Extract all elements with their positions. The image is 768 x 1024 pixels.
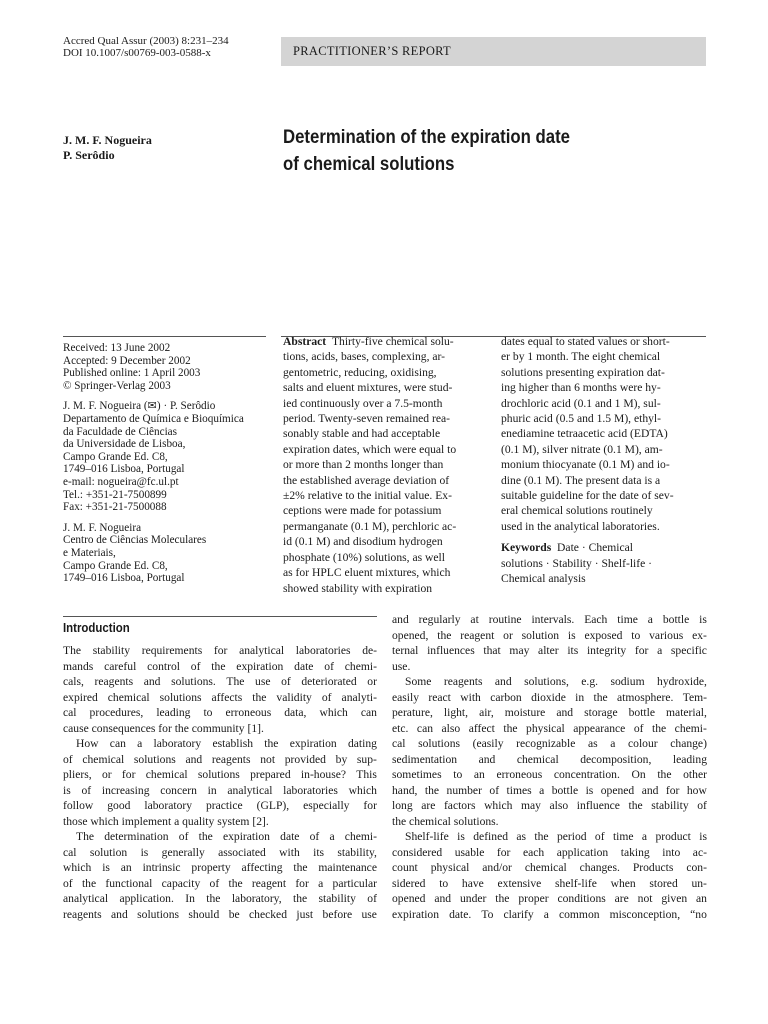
text-line: enediamine tetraacetic acid (EDTA) [501, 427, 668, 441]
author: P. Serôdio [63, 148, 115, 162]
text-line: pliers, or for chemical solutions prepared in-house? This [63, 768, 377, 781]
text-line: sedimentation and chemical decomposition, leading [392, 752, 707, 766]
text-line: 1749–016 Lisboa, Portugal [63, 572, 185, 585]
body-column-1 [63, 643, 377, 922]
text-line: sometimes to an erroneous concentration. On the other [392, 768, 707, 781]
paper-title [283, 124, 696, 178]
text-line: perature, light, air, moisture and storage bottle material, [392, 706, 707, 719]
text-line: count physical and/or chemical changes. Products con- [392, 861, 707, 874]
section-label-bar [281, 37, 706, 66]
text-line: Accepted: 9 December 2002 [63, 354, 191, 367]
text-line: opened and under the proper conditions are not given an [392, 892, 707, 905]
text-line: J. M. F. Nogueira [63, 521, 142, 534]
text-line: those which implement a quality system [2]. [63, 814, 269, 828]
abstract-lines [501, 334, 711, 534]
text-line: reagents and solutions should be checked just before use [63, 907, 377, 921]
abstract-column-1 [283, 334, 489, 596]
text-line: phosphate (10%) solutions, as well [283, 550, 445, 564]
text-line: solutions · Stability · Shelf-life · [501, 556, 653, 570]
text-line: used in the analytical laboratories. [501, 519, 660, 533]
text-line: etc. can also affect the physical appearance of the chemi- [392, 721, 707, 735]
text-line: Chemical analysis [501, 572, 586, 586]
journal-reference [63, 35, 229, 59]
text-line: opened, the reagent or solution is exposed to various ex- [392, 628, 707, 642]
text-line: mands careful control of the expiration date of chemi- [63, 659, 377, 673]
text-line: gentometric, reducing, oxidising, [283, 365, 437, 379]
text-line: as for HPLC eluent mixtures, which [283, 566, 451, 580]
text-line: da Faculdade de Ciências [63, 425, 178, 438]
text-line: the established average deviation of [283, 473, 450, 487]
keywords-label: Keywords [501, 541, 552, 555]
text-line: eral chemical solutions routinely [501, 504, 653, 518]
text-line: phuric acid (0.5 and 1.5 M), ethyl- [501, 412, 662, 426]
section-label: PRACTITIONER’S REPORT [293, 44, 451, 58]
text-line: id (0.1 M) and disodium hydrogen [283, 535, 443, 549]
text-line: hand, the number of times a bottle is opened and for how [392, 783, 707, 797]
text-line: the chemical solutions. [392, 814, 499, 828]
title-line: Determination of the expiration date [283, 126, 570, 148]
text-line: (0.1 M), silver nitrate (0.1 M), am- [501, 442, 663, 456]
text-line: easily react with carbon dioxide in the atmosphere. Tem- [392, 690, 707, 704]
text-line: which is an intrinsic property affecting the maintenance [63, 861, 377, 874]
journal-citation: Accred Qual Assur (2003) 8:231–234 [63, 35, 229, 47]
text-line: drochloric acid (0.1 and 1 M), sul- [501, 396, 661, 410]
author: J. M. F. Nogueira [63, 133, 152, 147]
text-line: Published online: 1 April 2003 [63, 367, 201, 380]
text-line: sidered to have extensive shelf-life when stored un- [392, 876, 707, 890]
text-line: The stability requirements for analytical laboratories de- [63, 644, 377, 657]
article-metadata [63, 342, 268, 585]
text-line: ceptions were made for potassium [283, 504, 442, 518]
text-line: and regularly at routine intervals. Each time a bottle is [392, 613, 707, 626]
section-heading-introduction: Introduction [63, 620, 130, 635]
text-line: Campo Grande Ed. C8, [63, 559, 168, 572]
text-line: is of increasing concern in analytical laboratories which [63, 783, 377, 797]
text-line: Some reagents and solutions, e.g. sodium hydroxide, [405, 675, 707, 688]
affiliation-secondary [63, 522, 268, 585]
text-line: cal solution is generally associated with its stability, [63, 845, 377, 859]
keywords-text: Date · Chemical [557, 541, 634, 555]
title-line: of chemical solutions [283, 153, 455, 175]
text-line: dine (0.1 M). The present data is a [501, 473, 661, 487]
text-line: follow good laboratory practice (GLP), especially for [63, 799, 377, 812]
text-line: ±2% relative to the initial value. Ex- [283, 489, 452, 503]
text-line: monium thiocyanate (0.1 M) and io- [501, 458, 670, 472]
text-line: showed stability with expiration [283, 581, 433, 595]
text-line: J. M. F. Nogueira (✉) · P. Serôdio [63, 400, 216, 413]
text-line: Fax: +351-21-7500088 [63, 501, 167, 514]
text-line: e Materiais, [63, 546, 116, 559]
text-line: expiration date. To clarify a common misconception, “no [392, 907, 707, 921]
text-line: er by 1 month. The eight chemical [501, 350, 661, 364]
text-line: The determination of the expiration date of a chemi- [76, 830, 377, 843]
text-line: expiration dates, which were equal to [283, 442, 457, 456]
text-line: long are factors which may also influence the stability of [392, 799, 707, 812]
text-line: e-mail: nogueira@fc.ul.pt [63, 475, 179, 488]
text-line: analytical application. In the laboratory, the stability of [63, 892, 377, 905]
body-column-2 [392, 612, 707, 922]
text-line: cals, reagents and solutions. The use of deteriorated or [63, 675, 377, 688]
text-line: Campo Grande Ed. C8, [63, 450, 168, 463]
text-line: ied continuously over a 7.5-month [283, 396, 443, 410]
text-line: ing higher than 6 months were hy- [501, 381, 661, 395]
text-line: of chemical solutions and reagents not provided by sup- [63, 752, 377, 766]
text-line: period. Twenty-seven remained rea- [283, 412, 451, 426]
text-line: suitable guideline for the date of sev- [501, 489, 674, 503]
divider [63, 616, 377, 617]
text-line: © Springer-Verlag 2003 [63, 379, 171, 392]
text-line: of the functional capacity of the reagent for a particular [63, 876, 377, 890]
text-line: Centro de Ciências Moleculares [63, 534, 207, 547]
text-line: 1749–016 Lisboa, Portugal [63, 463, 185, 476]
text-line: Received: 13 June 2002 [63, 342, 171, 354]
text-line: tions, acids, bases, complexing, ar- [283, 350, 446, 364]
abstract-first-line [283, 334, 489, 349]
text-line: salts and eluent mixtures, were stud- [283, 381, 453, 395]
keywords-lines [501, 556, 711, 587]
divider [63, 336, 266, 337]
text-line: cal solutions (easily recognizable as a colour change) [392, 737, 707, 750]
text-line: use. [392, 659, 411, 673]
author-list [63, 133, 152, 163]
abstract-text: Thirty-five chemical solu- [331, 335, 454, 348]
publication-dates [63, 342, 268, 392]
abstract-column-2 [501, 334, 711, 587]
text-line: expired chemical solutions affects the validity of analyti- [63, 690, 377, 704]
text-line: Tel.: +351-21-7500899 [63, 488, 167, 501]
doi: DOI 10.1007/s00769-003-0588-x [63, 47, 211, 59]
abstract-label: Abstract [283, 335, 327, 348]
text-line: dates equal to stated values or short- [501, 335, 670, 348]
text-line: solutions presenting expiration dat- [501, 365, 665, 379]
text-line: da Universidade de Lisboa, [63, 438, 186, 451]
text-line: cal procedures, leading to erroneous data, which can [63, 706, 377, 719]
text-line: Shelf-life is defined as the period of time a product is [405, 830, 707, 843]
text-line: sonably stable and had acceptable [283, 427, 441, 441]
text-line: considered usable for each application taking into ac- [392, 845, 707, 859]
text-line: ternal influences that may alter its integrity for a specific [392, 644, 707, 657]
text-line: Departamento de Química e Bioquímica [63, 412, 244, 425]
text-line: permanganate (0.1 M), perchloric ac- [283, 519, 457, 533]
affiliation-primary [63, 400, 268, 513]
text-line: cause consequences for the community [1]. [63, 721, 264, 735]
text-line: or more than 2 months longer than [283, 458, 444, 472]
text-line: How can a laboratory establish the expiration dating [76, 737, 377, 750]
abstract-lines [283, 349, 489, 596]
keywords-first-line [501, 540, 711, 555]
